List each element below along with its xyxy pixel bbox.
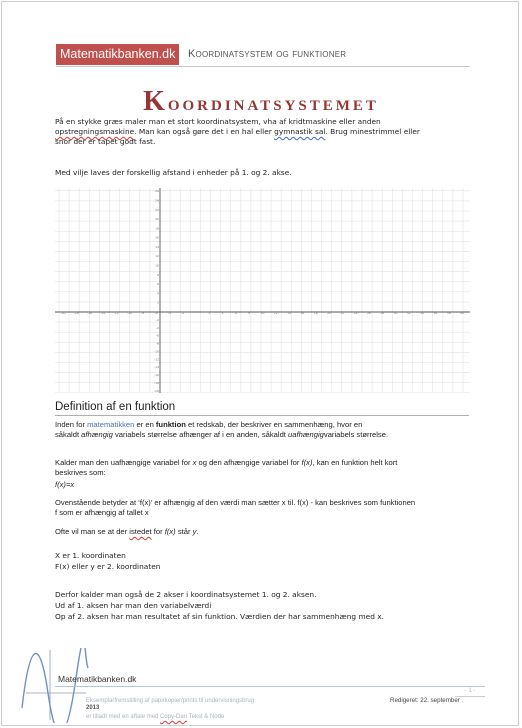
formula: f(x)=x xyxy=(55,480,75,489)
x-tick-label: -20 xyxy=(60,310,66,315)
x-tick-label: 40 xyxy=(460,310,464,315)
x-tick-label: -6 xyxy=(154,310,158,315)
def-text: Kalder man den uafhængige variabel for xyxy=(55,458,193,467)
y-tick-label: 4 xyxy=(157,291,159,296)
y-tick-label: -4 xyxy=(156,325,159,330)
footer-logo-text: Matematikbanken.dk xyxy=(58,674,137,684)
y-tick-label: 14 xyxy=(155,244,159,249)
x-tick-label: 26 xyxy=(366,310,371,315)
x-tick-label: -12 xyxy=(113,310,119,315)
y-tick-label: -6 xyxy=(156,333,159,338)
page-number: - 1 - xyxy=(455,688,485,697)
x-tick-label: 28 xyxy=(380,310,385,315)
footer-text: er tilladt med en aftale med xyxy=(86,714,161,720)
x-tick-label: -16 xyxy=(87,310,93,315)
y-tick-label: 22 xyxy=(155,207,159,212)
def-line-2 xyxy=(55,430,388,440)
x-tick-label: -18 xyxy=(73,310,79,315)
y-tick-label: -14 xyxy=(154,365,159,370)
link-matematikken[interactable]: matematikken xyxy=(87,420,135,429)
x-tick-label: 2 xyxy=(208,310,211,315)
title-rest: oordinatsystemet xyxy=(167,90,379,115)
y-tick-label: -12 xyxy=(154,357,159,362)
def-line-6: Ovenstående betyder at ‘f(x)’ er afhængig af den værdi man sætter x til. f(x) - kan beskrives som funktionen xyxy=(55,498,416,507)
grid-caption: Med vilje laves der forskellig afstand i enheder på 1. og 2. akse. xyxy=(55,168,292,177)
y-tick-label: 10 xyxy=(155,263,159,268)
y-tick-label: 24 xyxy=(155,198,159,203)
def-italic: f(x) xyxy=(301,458,313,467)
footer-edited: Redigeret: 22. september xyxy=(390,697,460,704)
y-tick-label: 12 xyxy=(155,254,159,259)
footer-copy-line-1: Eksemplarfremstilling af papirkopier/prints til undervisningsbrug xyxy=(86,698,255,704)
x-tick-label: 32 xyxy=(406,310,411,315)
footer-year: 2013 xyxy=(86,705,100,711)
y-tick-label: -10 xyxy=(154,349,159,354)
def-italic: afhængig xyxy=(81,430,113,439)
def-text: et redskab, der beskriver en sammenhæng, hvor en xyxy=(185,420,363,429)
x-tick-label: 10 xyxy=(260,310,265,315)
body-line-3: Derfor kalder man også de 2 akser i koordinatsystemet 1. og 2. aksen. xyxy=(55,590,317,599)
def-bold: funktion xyxy=(155,420,186,429)
x-tick-label: 24 xyxy=(353,310,358,315)
x-tick-label: 36 xyxy=(433,310,438,315)
x-tick-label: 34 xyxy=(420,310,425,315)
y-tick-label: 16 xyxy=(155,235,159,240)
x-tick-label: 38 xyxy=(446,310,451,315)
page-header xyxy=(56,44,470,67)
x-tick-label: -8 xyxy=(141,310,145,315)
x-tick-label: 30 xyxy=(393,310,398,315)
section-heading: Definition af en funktion xyxy=(55,401,469,416)
def-text: såkaldt xyxy=(55,430,82,439)
def-text: for xyxy=(151,527,165,536)
y-tick-label: -18 xyxy=(154,380,159,385)
y-tick-label: 20 xyxy=(155,217,159,222)
y-tick-label: 26 xyxy=(155,189,159,194)
def-text: . xyxy=(196,527,199,536)
x-tick-label: 22 xyxy=(340,310,345,315)
y-tick-label: -16 xyxy=(154,373,159,378)
body-line-1: X er 1. koordinaten xyxy=(55,551,126,560)
spell-squiggle: opstregningsmaskine xyxy=(55,127,135,136)
x-tick-label: 18 xyxy=(313,310,318,315)
coordinate-grid-svg xyxy=(55,188,470,393)
spell-squiggle: istedet xyxy=(129,527,152,536)
def-text: , kan en funktion helt kort xyxy=(312,458,398,467)
footer-copy-line-2 xyxy=(86,713,224,721)
x-tick-label: 6 xyxy=(234,310,237,315)
body-line-4: Ud af 1. aksen har man den variabelværdi xyxy=(55,601,212,610)
def-italic: y xyxy=(192,527,197,536)
coordinate-grid xyxy=(55,188,470,397)
def-line-4: beskrives som: xyxy=(55,468,106,477)
intro-text: . Man kan også gøre det i en hal eller xyxy=(134,127,275,136)
body-line-5: Op af 2. aksen har man resultatet af sin funktion. Værdien der har sammenhæng med x. xyxy=(55,612,384,621)
body-line-2: F(x) eller y er 2. koordinaten xyxy=(55,562,161,571)
footer-text: Tekst & Node xyxy=(187,714,225,720)
def-italic: uafhængig xyxy=(288,430,324,439)
def-line-7: f som er afhængig af tallet x xyxy=(55,508,149,517)
def-text: Ofte vil man se at der xyxy=(55,527,130,536)
y-tick-label: 8 xyxy=(157,272,159,277)
intro-line-3: snor der er tapet godt fast. xyxy=(55,137,156,146)
x-tick-label: 12 xyxy=(273,310,278,315)
y-tick-label: -8 xyxy=(156,341,159,346)
spell-squiggle: Copy-Dan xyxy=(160,714,188,720)
def-text: og den afhængige variabel for xyxy=(196,458,302,467)
def-text: variabels størrelse afhænger af i en anden, såkaldt xyxy=(112,430,289,439)
def-text: står xyxy=(175,527,193,536)
intro-line-2 xyxy=(55,127,420,137)
def-text: Inden for xyxy=(55,420,88,429)
def-text: er en xyxy=(134,420,156,429)
y-tick-label: 2 xyxy=(157,300,159,305)
def-text: variabels størrelse. xyxy=(323,430,389,439)
def-line-1 xyxy=(55,420,362,430)
x-tick-label: -14 xyxy=(100,310,106,315)
y-tick-label: -20 xyxy=(154,388,159,393)
x-tick-label: -10 xyxy=(127,310,132,315)
def-italic: f(x) xyxy=(164,527,176,536)
x-tick-label: 20 xyxy=(327,310,331,315)
header-title: Koordinatsystem og funktioner xyxy=(188,48,347,60)
brand-label: Matematikbanken.dk xyxy=(56,44,179,65)
grammar-squiggle: gymnastik sal xyxy=(274,127,326,136)
x-tick-label: -4 xyxy=(167,310,171,315)
title-initial: K xyxy=(143,86,168,117)
x-tick-label: 4 xyxy=(221,310,224,315)
def-line-3 xyxy=(55,458,397,468)
intro-line-1: På en stykke græs maler man et stort koordinatsystem, vha af kridtmaskine eller anden xyxy=(55,117,381,126)
x-tick-label: 8 xyxy=(248,310,251,315)
footer-divider xyxy=(55,686,485,687)
y-tick-label: 18 xyxy=(155,226,159,231)
x-tick-label: -2 xyxy=(181,310,185,315)
y-tick-label: -2 xyxy=(156,317,159,322)
intro-text: . Brug minestrimmel eller xyxy=(325,127,420,136)
page-title xyxy=(0,86,522,118)
x-tick-label: 14 xyxy=(287,310,292,315)
def-italic: x xyxy=(192,458,197,467)
y-tick-label: 6 xyxy=(157,282,159,287)
def-line-8 xyxy=(55,527,199,537)
x-tick-label: 16 xyxy=(300,310,305,315)
